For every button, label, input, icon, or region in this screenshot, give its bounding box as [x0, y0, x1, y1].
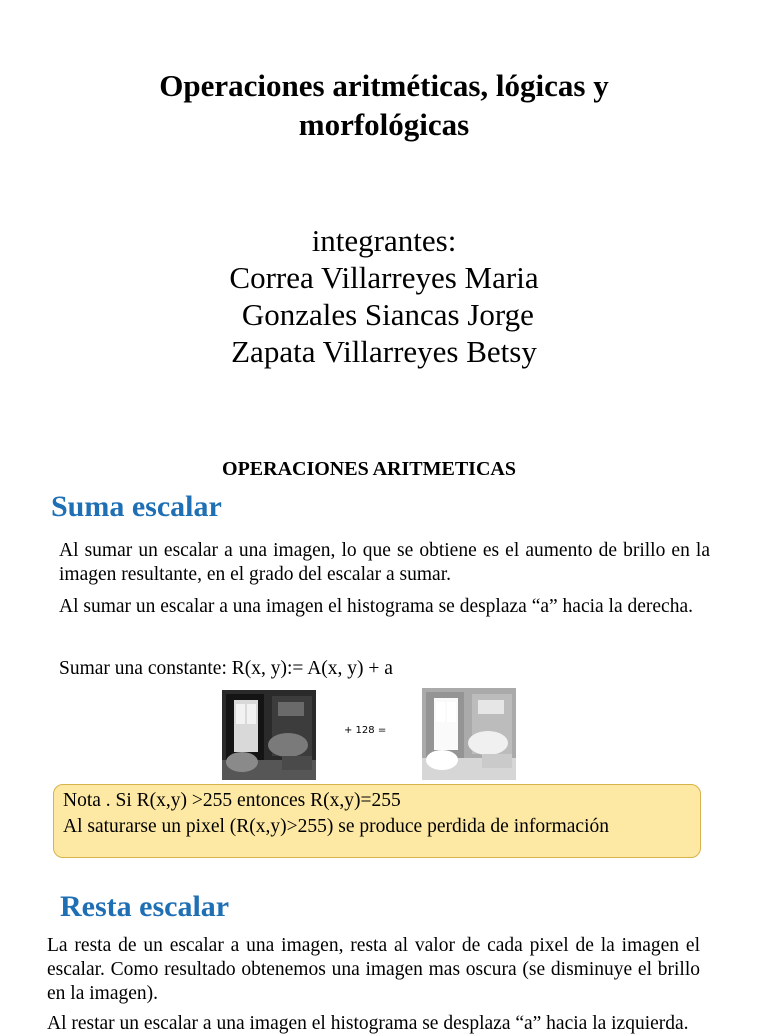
members-label: integrantes:: [311, 223, 457, 258]
operation-label: + 128 =: [344, 725, 387, 736]
member-name: Zapata Villarreyes Betsy: [231, 334, 537, 369]
title-line-2: morfológicas: [298, 107, 470, 142]
member-name: Correa Villarreyes Maria: [229, 260, 539, 295]
suma-paragraph-1: Al sumar un escalar a una imagen, lo que se obtiene es el aumento de brillo en la imagen resultante, en el grado del escalar a sumar.: [59, 540, 710, 585]
suma-heading: Suma escalar: [51, 490, 222, 523]
note-line-1: Nota . Si R(x,y) >255 entonces R(x,y)=255: [63, 790, 401, 811]
note-line-2: Al saturarse un pixel (R(x,y)>255) se produce perdida de información: [63, 816, 609, 837]
result-image: [422, 688, 516, 780]
member-name: Gonzales Siancas Jorge: [234, 297, 534, 332]
document-title: [0, 66, 768, 144]
suma-formula: Sumar una constante: R(x, y):= A(x, y) + a: [59, 658, 393, 679]
suma-paragraph-2: Al sumar un escalar a una imagen el histograma se desplaza “a” hacia la derecha.: [59, 596, 693, 617]
section-heading: OPERACIONES ARITMETICAS: [222, 458, 516, 480]
note-box: [53, 784, 701, 858]
resta-paragraph-2: Al restar un escalar a una imagen el histograma se desplaza “a” hacia la izquierda.: [47, 1013, 689, 1034]
resta-heading: Resta escalar: [60, 890, 230, 923]
title-line-1: Operaciones aritméticas, lógicas y: [159, 68, 609, 103]
members-block: [0, 222, 768, 370]
original-image: [222, 690, 316, 780]
resta-paragraph-1: La resta de un escalar a una imagen, resta al valor de cada pixel de la imagen el escalar. Como resultado obtenemos una imagen mas oscura (se disminuye el brillo en la imagen).: [47, 935, 700, 1004]
